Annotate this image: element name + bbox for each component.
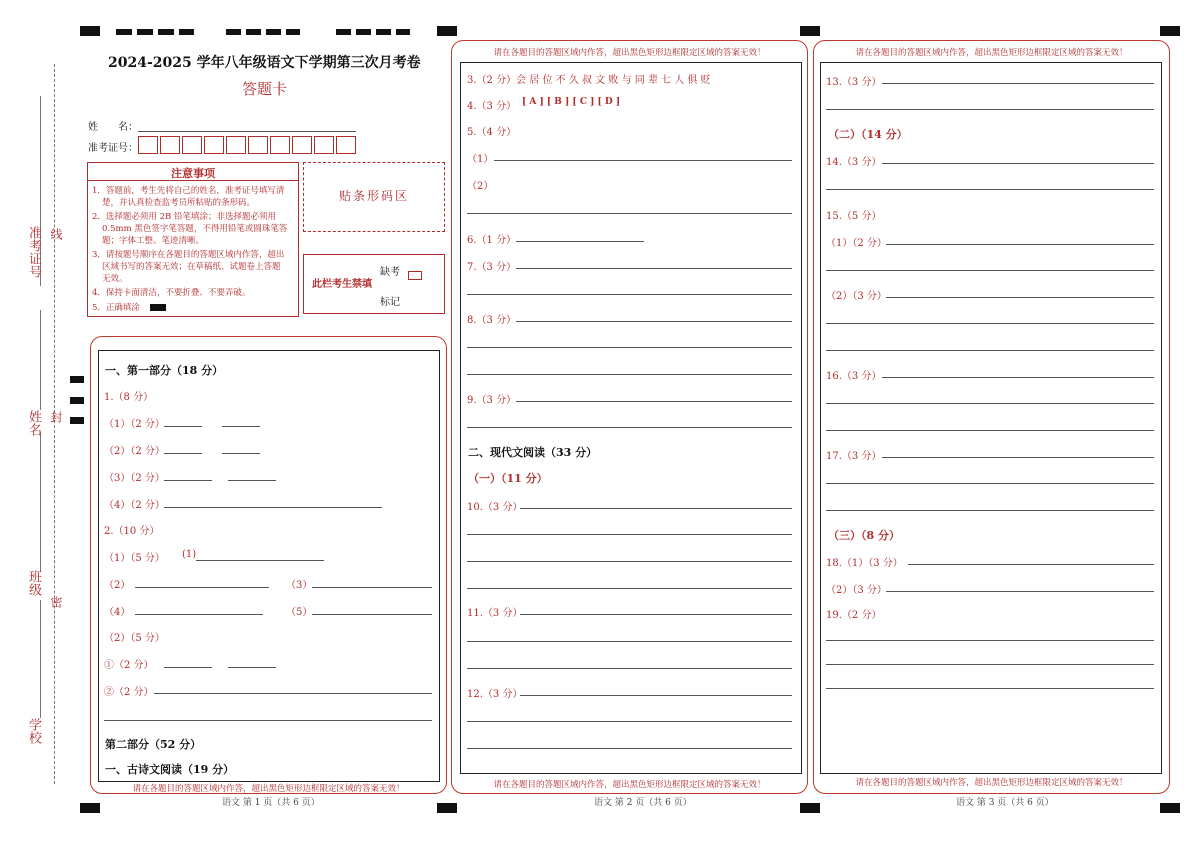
page-subtitle: 答题卡 (242, 80, 288, 98)
notice-item: 3．请按题号顺序在各题目的答题区域内作答，超出 (92, 250, 285, 260)
answer-line[interactable] (312, 614, 432, 615)
notice-item: 5．正确填涂 (92, 303, 140, 313)
answer-line[interactable] (312, 587, 432, 588)
question-label: （1） (467, 154, 494, 165)
answer-line[interactable] (826, 510, 1154, 511)
answer-line[interactable] (826, 664, 1154, 665)
binding-line-school (40, 600, 41, 718)
answer-line[interactable] (826, 189, 1154, 190)
answer-line[interactable] (886, 244, 1154, 245)
question-label: 14.（3 分） (826, 157, 882, 168)
question-label: 13.（3 分） (826, 77, 882, 88)
notice-item: 题；字体工整、笔迹清晰。 (102, 236, 205, 246)
absent-checkbox[interactable] (408, 271, 422, 280)
question-label: （1）（2 分） (104, 419, 165, 430)
answer-line[interactable] (467, 294, 792, 295)
registration-mark (70, 397, 84, 404)
section-title: 二、现代文阅读（33 分） (468, 446, 598, 459)
question-label: 3.（2 分）会 居 位 不 久 叔 文 败 与 同 辈 七 人 俱 贬 (467, 75, 711, 86)
registration-mark (437, 26, 457, 36)
question-label: 19.（2 分） (826, 610, 882, 621)
exam-no-box[interactable] (204, 136, 224, 154)
question-label: （2）（3 分） (826, 291, 887, 302)
question-label: （2）（2 分） (104, 446, 165, 457)
question-label: 12.（3 分） (467, 689, 523, 700)
notice-divider (88, 180, 298, 181)
answer-line[interactable] (826, 109, 1154, 110)
answer-line[interactable] (520, 695, 792, 696)
binding-line-name (40, 310, 41, 410)
question-label: （2） (104, 580, 131, 591)
question-label: 11.（3 分） (467, 608, 523, 619)
answer-line[interactable] (104, 720, 432, 721)
answer-line[interactable] (826, 483, 1154, 484)
answer-line[interactable] (467, 721, 792, 722)
exam-no-box[interactable] (292, 136, 312, 154)
absent-mark-label-2: 标记 (380, 297, 400, 308)
question-label: (1) (182, 549, 197, 560)
side-name-label: 姓名 (26, 410, 41, 436)
name-label: 姓 名： (88, 122, 138, 133)
answer-line[interactable] (135, 587, 269, 588)
barcode-area (303, 162, 445, 232)
question-label: 10.（3 分） (467, 502, 523, 513)
answer-line[interactable] (520, 508, 792, 509)
warning-text: 请在各题目的答题区域内作答，超出黑色矩形边框限定区域的答案无效！ (855, 48, 1128, 58)
question-label: 8.（3 分） (467, 315, 517, 326)
answer-line[interactable] (164, 667, 212, 668)
side-school-label: 学校 (26, 718, 41, 744)
exam-no-box[interactable] (138, 136, 158, 154)
notice-item: 无效。 (102, 274, 128, 284)
answer-line[interactable] (154, 693, 432, 694)
notice-item: 区域书写的答案无效；在草稿纸、试题卷上答题 (102, 262, 281, 272)
answer-line[interactable] (882, 83, 1154, 84)
registration-mark (70, 417, 84, 424)
answer-line[interactable] (494, 160, 792, 161)
answer-line[interactable] (826, 270, 1154, 271)
exam-no-box[interactable] (160, 136, 180, 154)
notice-item: 0.5mm 黑色签字笔答题，不得用铅笔或圆珠笔答 (102, 224, 288, 234)
question-label: 9.（3 分） (467, 395, 517, 406)
answer-line[interactable] (516, 241, 644, 242)
side-mi-label: 密 (49, 596, 63, 608)
answer-line[interactable] (135, 614, 263, 615)
answer-line[interactable] (882, 163, 1154, 164)
answer-line[interactable] (222, 453, 260, 454)
page-footer: 语文 第 1 页（共 6 页） (222, 798, 320, 808)
question-label: （2） (467, 181, 494, 192)
question-label: 17.（3 分） (826, 451, 882, 462)
answer-line[interactable] (164, 426, 202, 427)
side-class-label: 班级 (26, 570, 41, 596)
answer-line[interactable] (826, 430, 1154, 431)
question-label: （3） (286, 580, 313, 591)
page-title: 2024-2025 学年八年级语文下学期第三次月考卷 (108, 55, 421, 71)
answer-line[interactable] (826, 688, 1154, 689)
section-title: 一、古诗文阅读（19 分） (105, 763, 235, 776)
registration-mark (800, 803, 820, 813)
question-label: （5） (286, 607, 313, 618)
answer-line[interactable] (826, 350, 1154, 351)
registration-mark (1160, 26, 1180, 36)
question-label: ①（2 分） (104, 660, 154, 671)
page-footer: 语文 第 2 页（共 6 页） (594, 798, 692, 808)
registration-mark (80, 26, 100, 36)
answer-line[interactable] (467, 374, 792, 375)
warning-text: 请在各题目的答题区域内作答，超出黑色矩形边框限定区域的答案无效！ (493, 780, 766, 790)
answer-line[interactable] (882, 457, 1154, 458)
question-label: 2.（10 分） (104, 526, 160, 537)
warning-text: 请在各题目的答题区域内作答，超出黑色矩形边框限定区域的答案无效！ (132, 784, 405, 794)
answer-line[interactable] (516, 268, 792, 269)
exam-no-box[interactable] (248, 136, 268, 154)
answer-line[interactable] (886, 591, 1154, 592)
answer-region-3 (820, 62, 1162, 774)
warning-text: 请在各题目的答题区域内作答，超出黑色矩形边框限定区域的答案无效！ (493, 48, 766, 58)
answer-line[interactable] (228, 480, 276, 481)
question-label: 5.（4 分） (467, 127, 517, 138)
exam-no-box[interactable] (182, 136, 202, 154)
answer-line[interactable] (467, 561, 792, 562)
answer-line[interactable] (516, 401, 792, 402)
question-label: 6.（1 分） (467, 235, 517, 246)
notice-title: 注意事项 (171, 167, 215, 180)
answer-line[interactable] (467, 347, 792, 348)
answer-line[interactable] (467, 427, 792, 428)
question-label: 15.（5 分） (826, 211, 882, 222)
answer-line[interactable] (882, 377, 1154, 378)
absent-area (303, 254, 445, 314)
page-footer: 语文 第 3 页（共 6 页） (956, 798, 1054, 808)
question-label: （3）（2 分） (104, 473, 165, 484)
answer-line[interactable] (164, 480, 212, 481)
registration-mark (70, 376, 84, 383)
registration-mark (226, 29, 300, 35)
answer-line[interactable] (196, 560, 324, 561)
answer-line[interactable] (886, 297, 1154, 298)
binding-dashed-line (54, 64, 55, 784)
subsection-title: （二）（14 分） (828, 128, 908, 141)
answer-line[interactable] (516, 321, 792, 322)
exam-no-box[interactable] (336, 136, 356, 154)
registration-mark (437, 803, 457, 813)
answer-line[interactable] (467, 534, 792, 535)
warning-text: 请在各题目的答题区域内作答，超出黑色矩形边框限定区域的答案无效！ (855, 778, 1128, 788)
question-label: （2）（3 分） (826, 585, 887, 596)
question-label: （4）（2 分） (104, 500, 165, 511)
registration-mark (80, 803, 100, 813)
notice-item: 1．答题前，考生先将自己的姓名，准考证号填写清 (92, 186, 285, 196)
absent-label: 此栏考生禁填 (312, 279, 372, 290)
answer-line[interactable] (228, 667, 276, 668)
exam-no-box[interactable] (270, 136, 290, 154)
notice-box (87, 162, 299, 317)
question-label: （4） (104, 607, 131, 618)
answer-line[interactable] (467, 213, 792, 214)
question-label: 18.（1）（3 分） (826, 558, 903, 569)
name-field[interactable] (138, 131, 356, 132)
registration-mark (336, 29, 410, 35)
notice-item: 楚，并认真检查监考员所粘贴的条形码。 (102, 198, 256, 208)
question-label: 7.（3 分） (467, 262, 517, 273)
barcode-label: 贴条形码区 (338, 189, 409, 203)
answer-line[interactable] (826, 403, 1154, 404)
question-label: （2）（5 分） (104, 633, 165, 644)
subsection-title: （一）（11 分） (468, 472, 548, 485)
question-label: ②（2 分） (104, 687, 154, 698)
registration-mark (116, 29, 194, 35)
notice-item: 4．保持卡面清洁，不要折叠、不要弄破。 (92, 288, 251, 298)
answer-line[interactable] (164, 507, 382, 508)
filled-example-mark (150, 304, 166, 311)
question-label: （1）（5 分） (104, 553, 165, 564)
answer-line[interactable] (467, 588, 792, 589)
notice-item: 2．选择题必须用 2B 铅笔填涂；非选择题必须用 (92, 212, 276, 222)
choice-options[interactable]: [ A ] [ B ] [ C ] [ D ] (522, 97, 621, 107)
absent-mark-label-1: 缺考 (380, 267, 400, 278)
answer-line[interactable] (222, 426, 260, 427)
side-xian-label: 线 (49, 228, 63, 240)
question-label: 1.（8 分） (104, 392, 154, 403)
answer-line[interactable] (908, 564, 1154, 565)
registration-mark (1160, 803, 1180, 813)
binding-line-class (40, 432, 41, 572)
exam-no-box[interactable] (314, 136, 334, 154)
subsection-title: （三）（8 分） (828, 529, 900, 542)
side-feng-label: 封 (49, 411, 63, 423)
question-label: （1）（2 分） (826, 238, 887, 249)
registration-mark (800, 26, 820, 36)
answer-line[interactable] (467, 748, 792, 749)
answer-line[interactable] (467, 641, 792, 642)
exam-no-box[interactable] (226, 136, 246, 154)
section-title: 一、第一部分（18 分） (105, 364, 224, 377)
answer-line[interactable] (826, 640, 1154, 641)
answer-line[interactable] (826, 323, 1154, 324)
question-label: 4.（3 分） (467, 101, 517, 112)
answer-line[interactable] (164, 453, 202, 454)
section-title: 第二部分（52 分） (105, 738, 202, 751)
answer-line[interactable] (520, 614, 792, 615)
answer-line[interactable] (467, 668, 792, 669)
side-exam-no-label: 准考证号 (26, 226, 41, 278)
question-label: 16.（3 分） (826, 371, 882, 382)
exam-no-label: 准考证号： (88, 143, 138, 154)
